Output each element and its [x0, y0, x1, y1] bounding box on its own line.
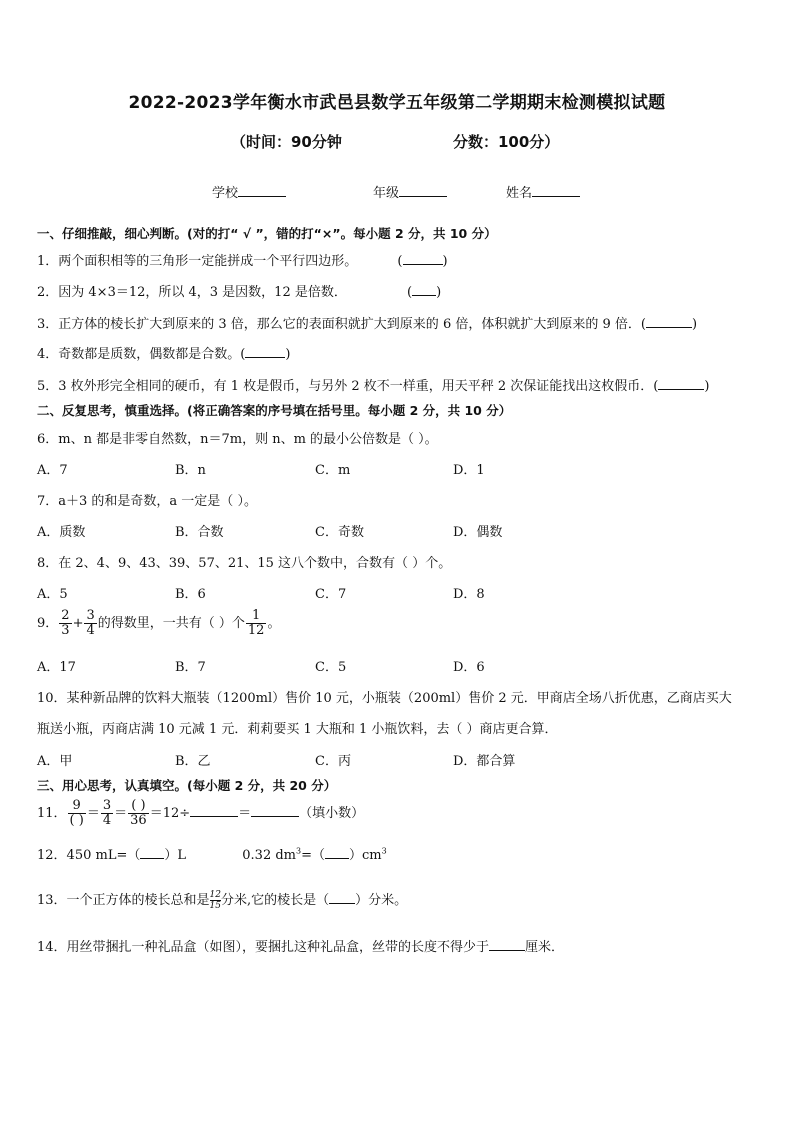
q11-division: ＝12÷ — [149, 806, 191, 821]
q6-option-b: B．n — [175, 463, 206, 478]
exam-time: （时间：90分钟 — [231, 133, 342, 151]
q13-text-1: 13．一个正方体的棱长总和是 — [37, 893, 210, 908]
q11-fraction-2: $\frac{3}{4}$ — [102, 798, 112, 828]
grade-blank — [399, 182, 447, 197]
q14-text-1: 14．用丝带捆扎一种礼品盒（如图），要捆扎这种礼品盒，丝带的长度不得少于 — [37, 940, 490, 955]
q11-equals-2: ＝ — [114, 806, 128, 821]
grade-field — [373, 182, 447, 201]
name-blank — [532, 182, 580, 197]
question-9 — [37, 609, 280, 638]
question-1 — [37, 250, 448, 269]
q12-unit-1: ）L — [164, 848, 186, 863]
q12-blank-1 — [140, 844, 164, 859]
question-6: 6．m、n 都是非零自然数，n＝7m，则 n、m 的最小公倍数是（ ）。 — [37, 432, 438, 447]
question-14 — [37, 936, 564, 955]
q6-option-d: D．1 — [453, 463, 485, 478]
q14-blank — [489, 936, 525, 951]
q11-fraction-3: $\frac{( )}{36}$ — [130, 798, 147, 828]
q8-option-d: D．8 — [453, 587, 485, 602]
q10-option-d: D．都合算 — [453, 754, 516, 769]
q6-option-c: C．m — [315, 463, 351, 478]
q9-option-a: A．17 — [37, 660, 76, 675]
answer-paren-close: ) — [436, 285, 442, 300]
section-heading-1: 一、仔细推敲，细心判断。(对的打“ √ ”，错的打“×”。每小题 2 分，共 10 分） — [37, 226, 497, 241]
question-10-line-1: 10．某种新品牌的饮料大瓶装（1200ml）售价 10 元，小瓶装（200ml）售价 2 元．甲商店全场八折优惠，乙商店买大 — [37, 691, 732, 706]
q7-option-b: B．合数 — [175, 525, 224, 540]
q7-option-c: C．奇数 — [315, 525, 364, 540]
answer-blank-5 — [658, 375, 704, 390]
q12-part-2b: =（ — [301, 848, 325, 863]
q14-text-2: 厘米． — [525, 940, 565, 955]
question-13 — [37, 889, 407, 911]
answer-paren-close: ) — [704, 379, 710, 394]
q13-text-2: 分米,它的棱长是（ — [221, 893, 330, 908]
exam-score: 分数：100分） — [453, 133, 560, 151]
school-label: 学校 — [212, 186, 239, 201]
q7-option-d: D．偶数 — [453, 525, 503, 540]
q12-superscript-1: 3 — [296, 846, 302, 856]
answer-paren-close: ) — [285, 347, 291, 362]
question-3-text: 3．正方体的棱长扩大到原来的 3 倍，那么它的表面积就扩大到原来的 6 倍，体积就扩大到原来的 9 倍．( — [37, 317, 646, 332]
q9-middle-text: 的得数里，一共有（ ）个 — [97, 616, 245, 631]
question-10-line-2: 瓶送小瓶，丙商店满 10 元减 1 元．莉莉要买 1 大瓶和 1 小瓶饮料，去（ ）商店更合算． — [37, 722, 558, 737]
question-5 — [37, 375, 709, 394]
name-field — [506, 182, 580, 201]
answer-blank-1 — [403, 250, 443, 265]
grade-label: 年级 — [373, 186, 400, 201]
q11-blank-2 — [251, 802, 299, 817]
q11-fraction-1: $\frac{9}{( )}$ — [69, 798, 84, 828]
q6-option-a: A．7 — [37, 463, 68, 478]
q11-equals-3: ＝ — [238, 806, 252, 821]
school-blank — [238, 182, 286, 197]
q12-part-2: 0.32 dm — [242, 848, 296, 863]
answer-paren-close: ) — [691, 317, 698, 332]
school-field — [212, 182, 286, 201]
q13-text-3: ）分米。 — [355, 893, 408, 908]
q11-end: （填小数） — [299, 806, 365, 821]
page-title: 2022-2023学年衡水市武邑县数学五年级第二学期期末检测模拟试题 — [128, 93, 666, 113]
answer-paren-open: ( — [397, 254, 403, 269]
answer-paren-open: ( — [407, 285, 413, 300]
answer-paren-close: ) — [442, 254, 448, 269]
q8-option-c: C．7 — [315, 587, 347, 602]
question-7: 7．a＋3 的和是奇数，a 一定是（ ）。 — [37, 494, 257, 509]
q9-fraction-1: $\frac{2}{3}$ — [61, 608, 70, 638]
q8-option-b: B．6 — [175, 587, 206, 602]
q13-fraction: $\frac{12}{15}$ — [209, 890, 221, 911]
q9-prefix: 9． — [37, 616, 59, 631]
q12-unit-2: ）cm — [349, 848, 382, 863]
q9-fraction-2: $\frac{3}{4}$ — [86, 608, 95, 638]
q9-end: 。 — [267, 616, 281, 631]
question-1-text: 1．两个面积相等的三角形一定能拼成一个平行四边形。 — [37, 254, 358, 269]
q9-plus: + — [72, 616, 84, 631]
q10-option-b: B．乙 — [175, 754, 211, 769]
answer-blank-4 — [245, 343, 285, 358]
q9-option-d: D．6 — [453, 660, 485, 675]
section-heading-3: 三、用心思考，认真填空。(每小题 2 分，共 20 分） — [37, 778, 337, 793]
question-11 — [37, 799, 364, 828]
answer-blank-3 — [646, 313, 692, 328]
q11-blank-1 — [190, 802, 238, 817]
q13-blank — [329, 889, 355, 904]
q10-option-c: C．丙 — [315, 754, 351, 769]
question-12 — [37, 844, 387, 863]
q9-fraction-3: $\frac{1}{12}$ — [247, 608, 265, 638]
question-4 — [37, 343, 290, 362]
q9-option-c: C．5 — [315, 660, 347, 675]
q9-option-b: B．7 — [175, 660, 206, 675]
q11-equals-1: ＝ — [86, 806, 100, 821]
question-3 — [37, 313, 697, 332]
name-label: 姓名 — [506, 186, 533, 201]
q11-prefix: 11． — [37, 806, 67, 821]
question-2-text: 2．因为 4×3＝12，所以 4，3 是因数，12 是倍数． — [37, 285, 347, 300]
q7-option-a: A．质数 — [37, 525, 86, 540]
q12-part-1: 12．450 mL=（ — [37, 848, 141, 863]
q8-option-a: A．5 — [37, 587, 68, 602]
section-heading-2: 二、反复思考，慎重选择。(将正确答案的序号填在括号里。每小题 2 分，共 10 分） — [37, 403, 512, 418]
question-2 — [37, 281, 441, 300]
question-5-text: 5．3 枚外形完全相同的硬币，有 1 枚是假币，与另外 2 枚不一样重，用天平秤 2 次保证能找出这枚假币．( — [37, 379, 659, 394]
q10-option-a: A．甲 — [37, 754, 73, 769]
question-8: 8．在 2、4、9、43、39、57、21、15 这八个数中，合数有（ ）个。 — [37, 556, 452, 571]
q12-superscript-2: 3 — [381, 846, 387, 856]
answer-blank-2 — [412, 281, 436, 296]
question-4-text: 4．奇数都是质数，偶数都是合数。( — [37, 347, 246, 362]
q12-blank-2 — [325, 844, 349, 859]
